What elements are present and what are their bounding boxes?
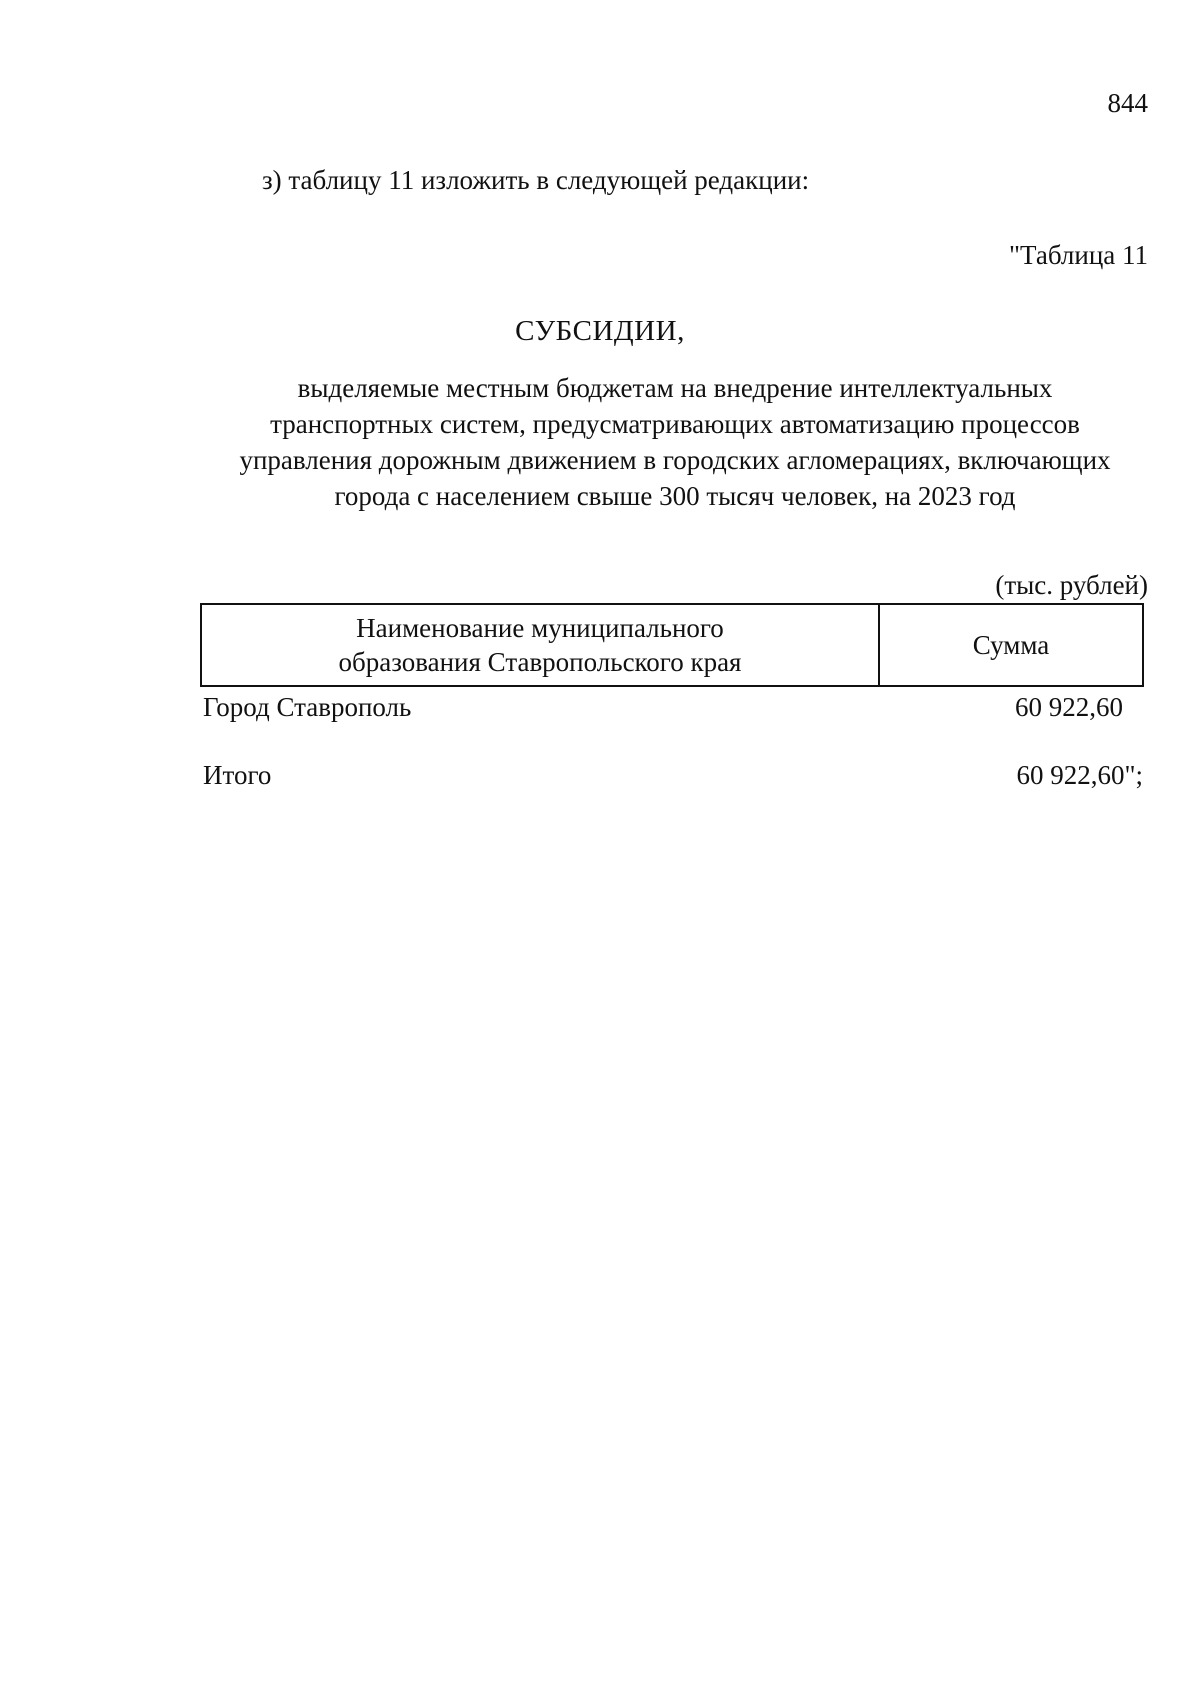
subtitle-line: транспортных систем, предусматривающих автоматизацию процессов bbox=[270, 409, 1080, 439]
units-label: (тыс. рублей) bbox=[995, 570, 1148, 600]
total-name: Итого bbox=[203, 760, 272, 790]
table-total-row bbox=[203, 760, 1143, 791]
subtitle-line: выделяемые местным бюджетам на внедрение интеллектуальных bbox=[297, 373, 1053, 403]
table-header bbox=[200, 603, 1144, 687]
total-sum: 60 922,60"; bbox=[1016, 760, 1143, 790]
table-row bbox=[203, 692, 1123, 723]
header-sum-column: Сумма bbox=[972, 629, 1050, 660]
subtitle-line: управления дорожным движением в городских агломерациях, включающих bbox=[239, 445, 1111, 475]
subtitle-line: города с населением свыше 300 тысяч человек, на 2023 год bbox=[334, 481, 1016, 511]
document-title: СУБСИДИИ, bbox=[515, 315, 685, 347]
row-name: Город Ставрополь bbox=[203, 692, 412, 722]
table-label: "Таблица 11 bbox=[1009, 240, 1148, 270]
header-name-column bbox=[202, 605, 880, 685]
page-number: 844 bbox=[1107, 88, 1148, 118]
header-name-line: образования Ставропольского края bbox=[338, 647, 742, 677]
document-subtitle bbox=[190, 370, 1160, 514]
row-sum: 60 922,60 bbox=[1015, 692, 1123, 722]
intro-text: з) таблицу 11 изложить в следующей редакции: bbox=[262, 165, 810, 195]
header-name-line: Наименование муниципального bbox=[356, 613, 724, 643]
